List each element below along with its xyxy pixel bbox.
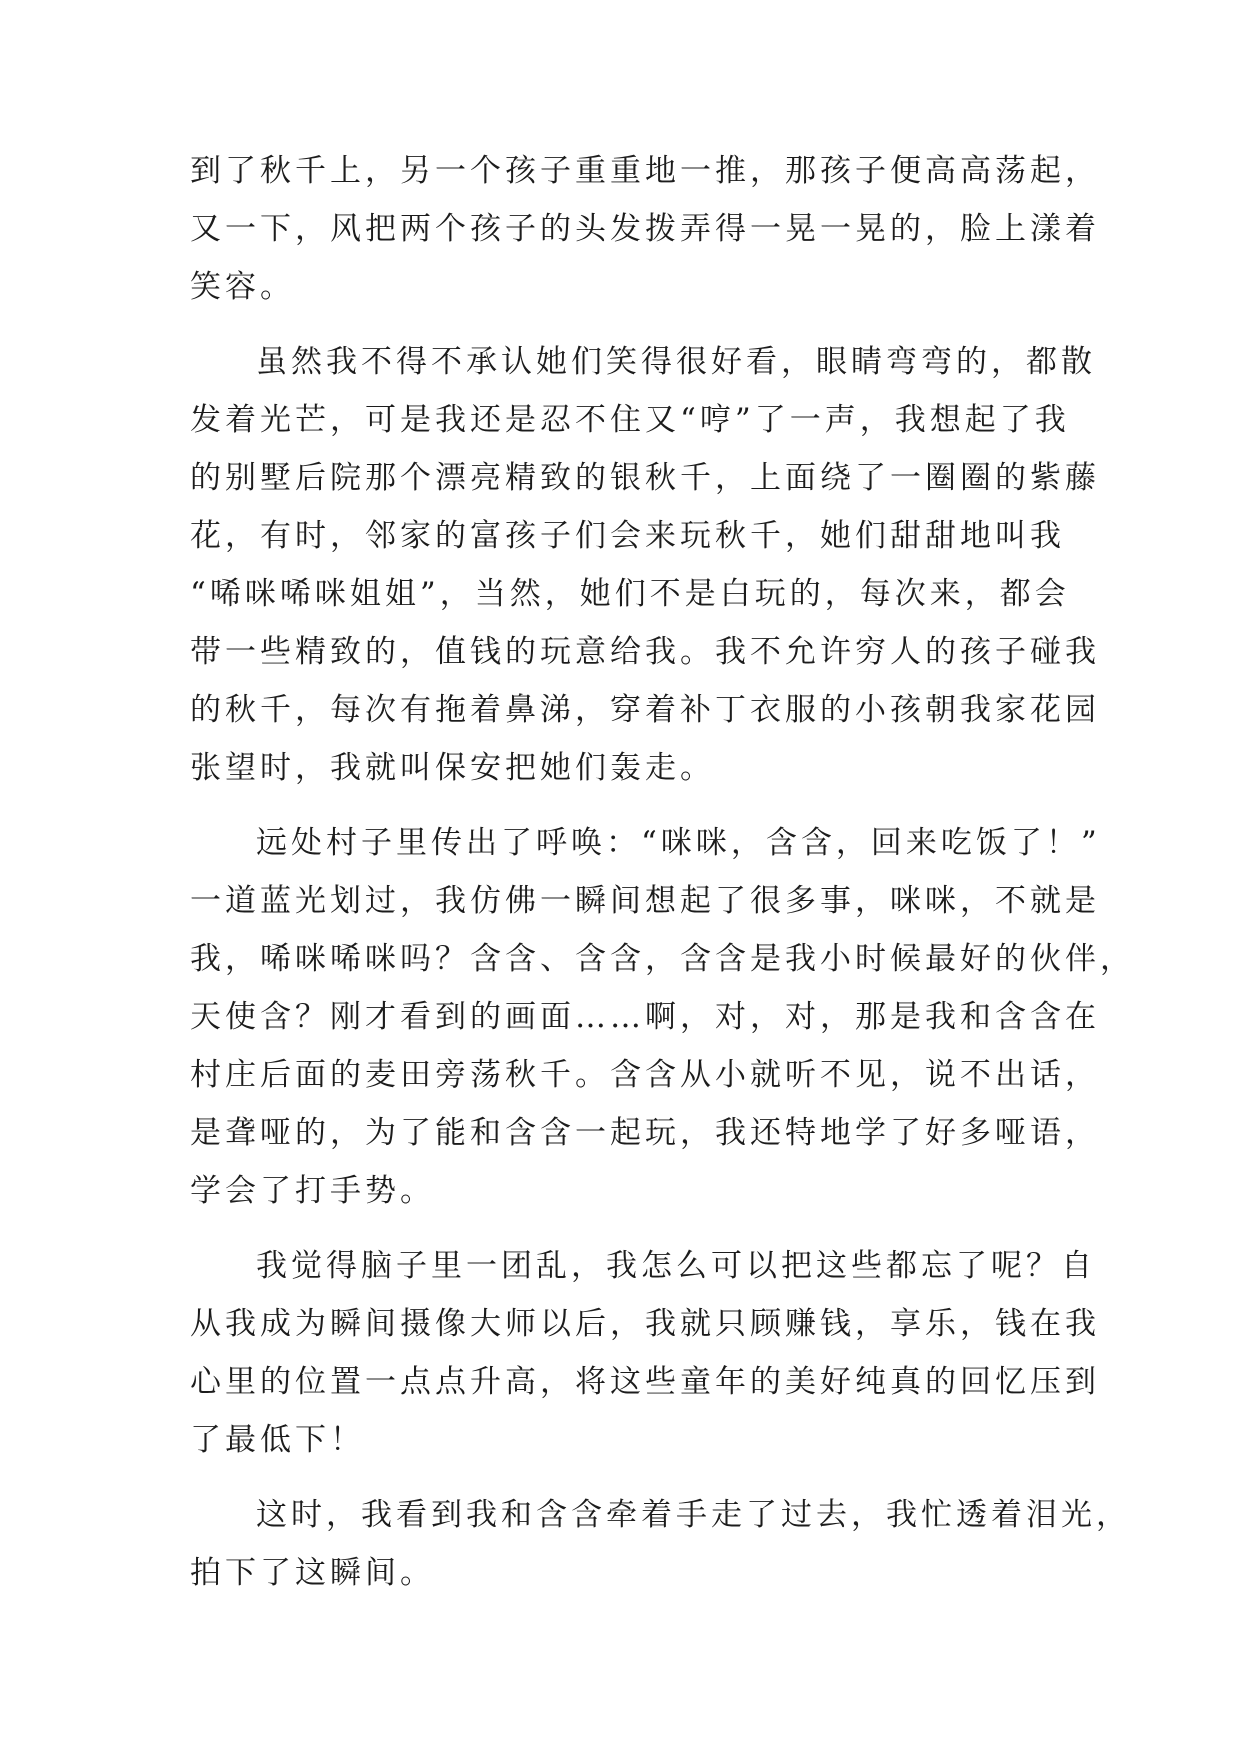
text-line: 是聋哑的，为了能和含含一起玩，我还特地学了好多哑语， [190, 1115, 1100, 1151]
text-line: 的别墅后院那个漂亮精致的银秋千，上面绕了一圈圈的紫藤 [190, 460, 1100, 496]
text-line: 学会了打手势。 [190, 1173, 435, 1209]
text-line: 我觉得脑子里一团乱，我怎么可以把这些都忘了呢？自 [256, 1248, 1096, 1284]
text-line: 心里的位置一点点升高，将这些童年的美好纯真的回忆压到 [190, 1364, 1100, 1400]
paragraph-2 [190, 333, 1100, 797]
text-line: 到了秋千上，另一个孩子重重地一推，那孩子便高高荡起， [190, 153, 1100, 189]
paragraph-4 [190, 1237, 1100, 1469]
text-line: 从我成为瞬间摄像大师以后，我就只顾赚钱，享乐，钱在我 [190, 1306, 1100, 1342]
text-line: 虽然我不得不承认她们笑得很好看，眼睛弯弯的，都散 [256, 344, 1096, 380]
text-line: 发着光芒，可是我还是忍不住又“哼”了一声，我想起了我 [190, 402, 1070, 438]
text-line: 天使含？刚才看到的画面……啊，对，对，那是我和含含在 [190, 999, 1100, 1035]
text-line: “唏咪唏咪姐姐”，当然，她们不是白玩的，每次来，都会 [190, 576, 1070, 612]
paragraph-1 [190, 142, 1100, 316]
paragraph-3 [190, 814, 1135, 1220]
text-line: 笑容。 [190, 269, 295, 305]
text-line: 村庄后面的麦田旁荡秋千。含含从小就听不见，说不出话， [190, 1057, 1100, 1093]
text-line: 又一下，风把两个孩子的头发拨弄得一晃一晃的，脸上漾着 [190, 211, 1100, 247]
text-line: 一道蓝光划过，我仿佛一瞬间想起了很多事，咪咪，不就是 [190, 883, 1100, 919]
text-line: 我，唏咪唏咪吗？含含、含含，含含是我小时候最好的伙伴， [190, 941, 1135, 977]
text-line: 花，有时，邻家的富孩子们会来玩秋千，她们甜甜地叫我 [190, 518, 1065, 554]
text-line: 带一些精致的，值钱的玩意给我。我不允许穷人的孩子碰我 [190, 634, 1100, 670]
text-line: 远处村子里传出了呼唤：“咪咪，含含，回来吃饭了！” [256, 825, 1101, 861]
text-line: 拍下了这瞬间。 [190, 1555, 435, 1591]
text-line: 的秋千，每次有拖着鼻涕，穿着补丁衣服的小孩朝我家花园 [190, 692, 1100, 728]
text-line: 这时，我看到我和含含牵着手走了过去，我忙透着泪光， [256, 1497, 1131, 1533]
text-line: 张望时，我就叫保安把她们轰走。 [190, 750, 715, 786]
paragraph-5 [190, 1486, 1131, 1602]
text-line: 了最低下！ [190, 1422, 365, 1458]
document-body [190, 142, 1135, 1602]
